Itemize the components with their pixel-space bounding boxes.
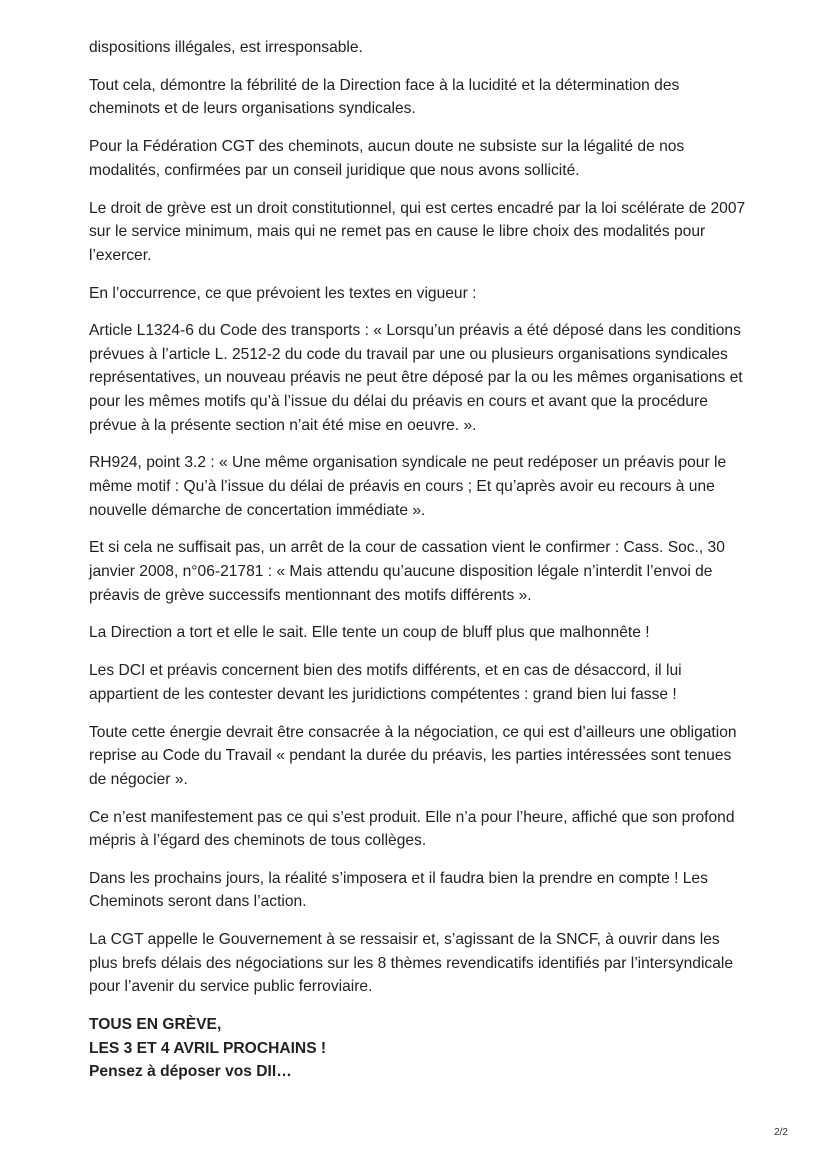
closing-line-3: Pensez à déposer vos DII… — [89, 1063, 292, 1081]
paragraph-2: Tout cela, démontre la fébrilité de la Direction face à la lucidité et la détermination des cheminots et de leurs organisations syndicales. — [89, 76, 680, 118]
paragraph-1: dispositions illégales, est irresponsable. — [89, 39, 363, 56]
paragraph-12: Ce n’est manifestement pas ce qui s’est produit. Elle n’a pour l’heure, affiché que son profond mépris à l’égard des cheminots de tous collèges. — [89, 808, 735, 850]
closing-line-1: TOUS EN GRÈVE, — [89, 1016, 222, 1034]
paragraph-11: Toute cette énergie devrait être consacrée à la négociation, ce qui est d’ailleurs une obligation reprise au Code du Travail « pendant la durée du préavis, les parties intéressées sont tenues de négocier ». — [89, 723, 737, 788]
closing-line-2: LES 3 ET 4 AVRIL PROCHAINS ! — [89, 1039, 327, 1057]
paragraph-6: Article L1324-6 du Code des transports : « Lorsqu’un préavis a été déposé dans les conditions prévues à l’article L. 2512-2 du code du travail par une ou plusieurs organisations syndicales représentatives, un nouveau préavis ne peut être déposé par la ou les mêmes organisations et pour les mêmes motifs qu’à l’issue du délai du préavis en cours et avant que la procédure prévue à la présente section n’ait été mise en oeuvre. ». — [89, 322, 743, 434]
paragraph-14: La CGT appelle le Gouvernement à se ressaisir et, s’agissant de la SNCF, à ouvrir dans les plus brefs délais des négociations sur les 8 thèmes revendicatifs identifiés par l’intersyndicale pour l’avenir du service public ferroviaire. — [89, 931, 734, 996]
closing-call — [89, 1013, 749, 1084]
paragraph-7: RH924, point 3.2 : « Une même organisation syndicale ne peut redéposer un préavis pour le même motif : Qu’à l’issue du délai de préavis en cours ; Et qu’après avoir eu recours à une nouvelle démarche de concertation immédiate ». — [89, 454, 727, 519]
paragraph-5: En l’occurrence, ce que prévoient les textes en vigueur : — [89, 284, 477, 302]
paragraph-10: Les DCI et préavis concernent bien des motifs différents, et en cas de désaccord, il lui appartient de les contester devant les juridictions compétentes : grand bien lui fasse ! — [89, 662, 682, 703]
document-body — [89, 36, 749, 1084]
paragraph-3: Pour la Fédération CGT des cheminots, aucun doute ne subsiste sur la légalité de nos modalités, confirmées par un conseil juridique que nous avons sollicité. — [89, 138, 685, 179]
paragraph-13: Dans les prochains jours, la réalité s’imposera et il faudra bien la prendre en compte ! Les Cheminots seront dans l’action. — [89, 869, 708, 911]
paragraph-4: Le droit de grève est un droit constitutionnel, qui est certes encadré par la loi scélérate de 2007 sur le service minimum, mais qui ne remet pas en cause le libre choix des modalités pour l’exercer. — [89, 199, 746, 264]
paragraph-9: La Direction a tort et elle le sait. Elle tente un coup de bluff plus que malhonnête ! — [89, 624, 650, 642]
paragraph-8: Et si cela ne suffisait pas, un arrêt de la cour de cassation vient le confirmer : Cass. Soc., 30 janvier 2008, n°06-21781 : « Mais attendu qu’aucune disposition légale n’interdit l’envoi de préavis de grève successifs mentionnant des motifs différents ». — [89, 539, 725, 604]
page-number: 2/2 — [774, 1127, 788, 1138]
